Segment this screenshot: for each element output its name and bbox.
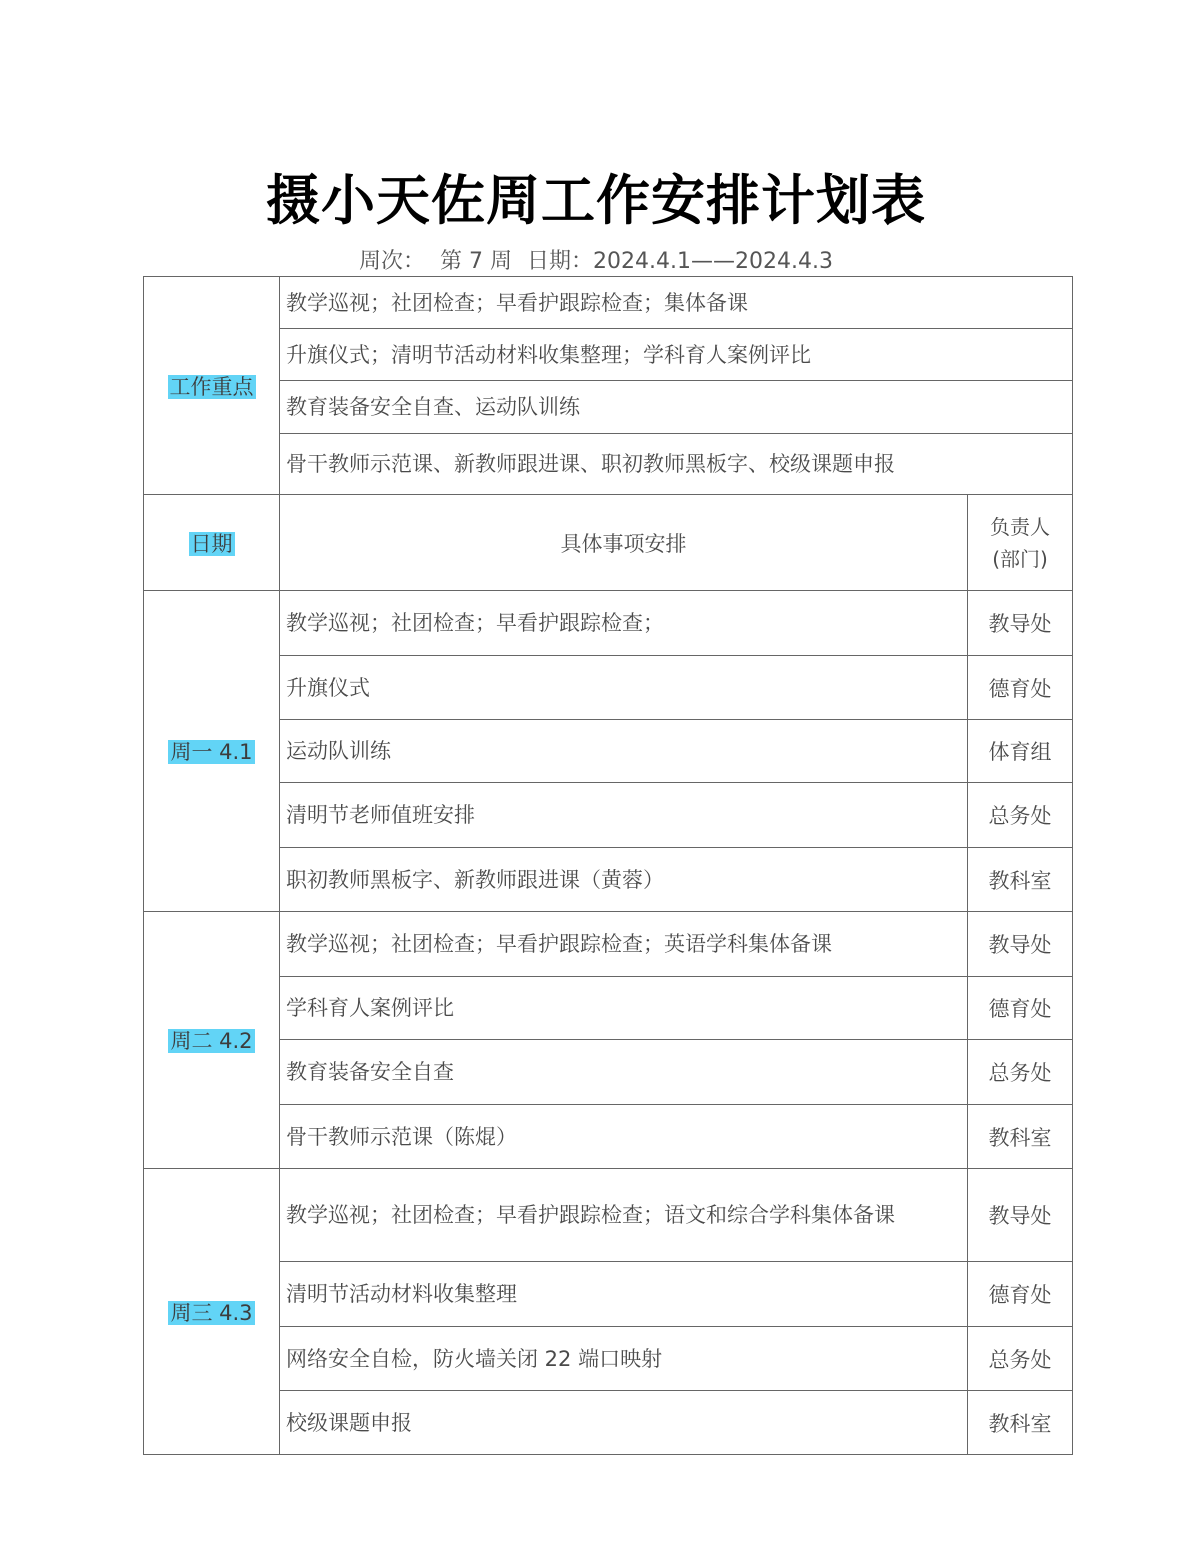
owner-cell: 教导处 [968, 1169, 1073, 1262]
header-items: 具体事项安排 [280, 495, 968, 591]
table-row [144, 591, 1073, 656]
owner-cell: 总务处 [968, 1040, 1073, 1105]
header-row [144, 495, 1073, 591]
schedule-table [143, 276, 1073, 1455]
day-label: 周二 4.2 [170, 1029, 253, 1053]
header-date: 日期 [190, 531, 233, 556]
table-row [144, 1105, 1073, 1169]
table-row [144, 977, 1073, 1040]
owner-cell: 德育处 [968, 1262, 1073, 1327]
owner-cell: 总务处 [968, 1327, 1073, 1391]
table-row [144, 1391, 1073, 1455]
focus-row [144, 434, 1073, 495]
day-label: 周一 4.1 [170, 740, 253, 764]
owner-cell: 教导处 [968, 912, 1073, 977]
day-cell-mon [144, 591, 280, 912]
subtitle [0, 244, 1192, 275]
owner-cell: 德育处 [968, 977, 1073, 1040]
focus-label-cell [144, 277, 280, 495]
date-range: 日期：2024.4.1——2024.4.3 [527, 249, 833, 274]
table-row [144, 1262, 1073, 1327]
day-label: 周三 4.3 [170, 1300, 253, 1325]
focus-row [144, 381, 1073, 434]
owner-cell: 教科室 [968, 1391, 1073, 1455]
day-cell-wed [144, 1169, 280, 1455]
item-cell: 教学巡视；社团检查；早看护跟踪检查；语文和综合学科集体备课 [280, 1169, 968, 1262]
item-cell: 教学巡视；社团检查；早看护跟踪检查； [280, 591, 968, 656]
owner-cell: 德育处 [968, 656, 1073, 720]
focus-row [144, 277, 1073, 329]
owner-cell: 教导处 [968, 591, 1073, 656]
day-cell-tue [144, 912, 280, 1169]
focus-item: 教学巡视；社团检查；早看护跟踪检查；集体备课 [280, 277, 1073, 329]
header-date-cell [144, 495, 280, 591]
item-cell: 校级课题申报 [280, 1391, 968, 1455]
item-cell: 清明节老师值班安排 [280, 783, 968, 848]
focus-row [144, 329, 1073, 381]
item-cell: 升旗仪式 [280, 656, 968, 720]
header-owner-line2: (部门) [992, 546, 1048, 571]
header-owner-line1: 负责人 [990, 514, 1050, 539]
focus-item: 升旗仪式；清明节活动材料收集整理；学科育人案例评比 [280, 329, 1073, 381]
table-row [144, 848, 1073, 912]
item-cell: 运动队训练 [280, 720, 968, 783]
owner-cell: 总务处 [968, 783, 1073, 848]
item-cell: 教学巡视；社团检查；早看护跟踪检查；英语学科集体备课 [280, 912, 968, 977]
item-cell: 骨干教师示范课（陈焜） [280, 1105, 968, 1169]
table-row [144, 720, 1073, 783]
week-label: 周次： [359, 249, 426, 274]
item-cell: 清明节活动材料收集整理 [280, 1262, 968, 1327]
owner-cell: 教科室 [968, 848, 1073, 912]
item-cell: 网络安全自检，防火墙关闭 22 端口映射 [280, 1327, 968, 1391]
owner-cell: 体育组 [968, 720, 1073, 783]
week-value: 第 7 周 [440, 249, 513, 274]
table-row [144, 1327, 1073, 1391]
page-title: 摄小天佐周工作安排计划表 [266, 169, 926, 232]
item-cell: 职初教师黑板字、新教师跟进课（黄蓉） [280, 848, 968, 912]
table-row [144, 912, 1073, 977]
table-row [144, 783, 1073, 848]
table-row [144, 1040, 1073, 1105]
focus-label: 工作重点 [169, 374, 254, 399]
item-cell: 教育装备安全自查 [280, 1040, 968, 1105]
item-cell: 学科育人案例评比 [280, 977, 968, 1040]
owner-cell: 教科室 [968, 1105, 1073, 1169]
focus-item: 骨干教师示范课、新教师跟进课、职初教师黑板字、校级课题申报 [280, 434, 1073, 495]
focus-item: 教育装备安全自查、运动队训练 [280, 381, 1073, 434]
header-owner [968, 495, 1073, 591]
table-row [144, 656, 1073, 720]
table-row [144, 1169, 1073, 1262]
